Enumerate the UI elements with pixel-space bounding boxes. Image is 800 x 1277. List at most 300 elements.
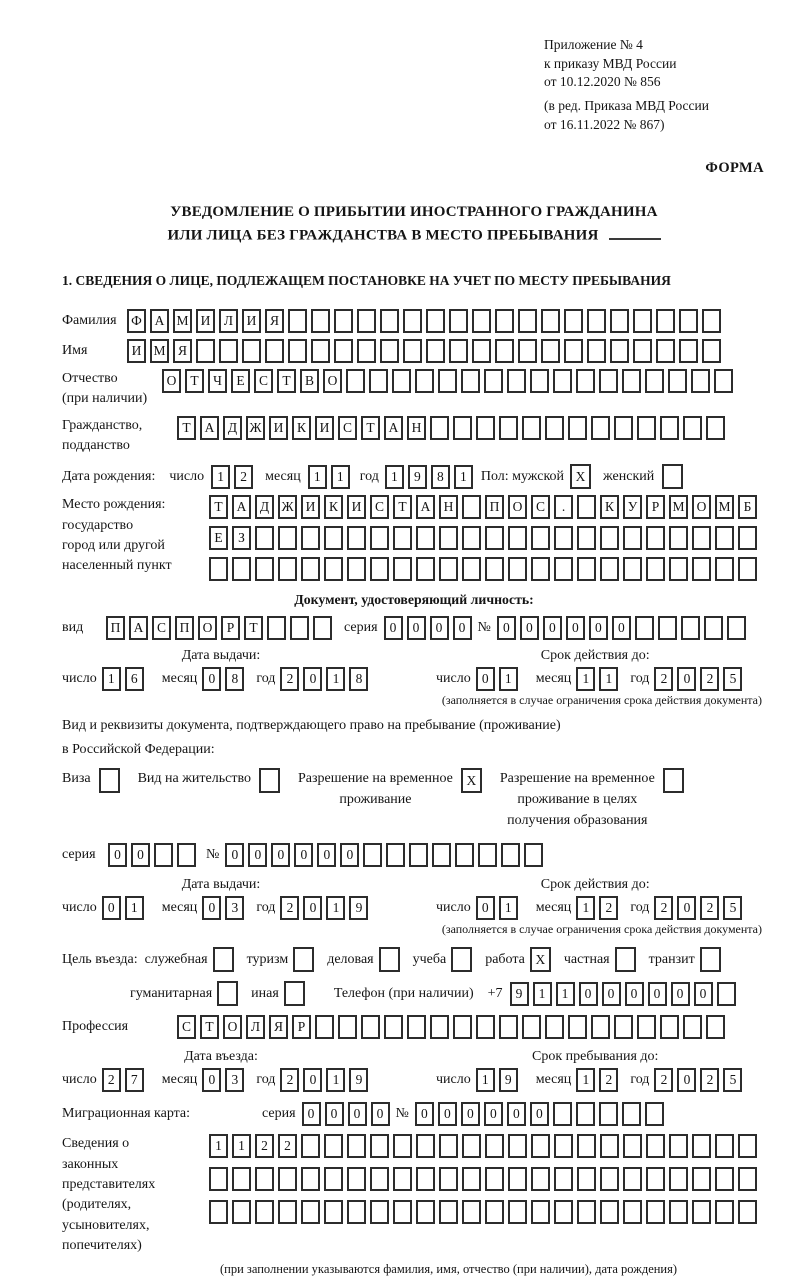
cell[interactable]: 1 xyxy=(499,896,518,920)
cell[interactable] xyxy=(485,557,504,581)
cell[interactable]: . xyxy=(554,495,573,519)
cell[interactable] xyxy=(347,1134,366,1158)
cell[interactable] xyxy=(714,369,733,393)
cell[interactable]: Р xyxy=(646,495,665,519)
cell[interactable]: А xyxy=(384,416,403,440)
cell[interactable] xyxy=(403,309,422,333)
cell[interactable] xyxy=(623,1200,642,1224)
cell[interactable]: С xyxy=(152,616,171,640)
cell[interactable] xyxy=(541,309,560,333)
cell[interactable] xyxy=(499,1015,518,1039)
cell[interactable] xyxy=(715,1134,734,1158)
cell[interactable] xyxy=(485,1134,504,1158)
cell[interactable] xyxy=(453,1015,472,1039)
cell[interactable] xyxy=(357,339,376,363)
cell[interactable] xyxy=(409,843,428,867)
cell[interactable] xyxy=(646,557,665,581)
cell[interactable] xyxy=(554,557,573,581)
cell[interactable] xyxy=(196,339,215,363)
cell[interactable] xyxy=(600,1200,619,1224)
cell[interactable] xyxy=(577,557,596,581)
cell[interactable]: 1 xyxy=(576,1068,595,1092)
cell[interactable]: Я xyxy=(269,1015,288,1039)
cell[interactable] xyxy=(530,369,549,393)
cell[interactable]: М xyxy=(150,339,169,363)
cell[interactable] xyxy=(554,1200,573,1224)
cell[interactable] xyxy=(416,557,435,581)
cell[interactable] xyxy=(531,557,550,581)
cell[interactable]: 0 xyxy=(202,896,221,920)
cell[interactable] xyxy=(568,1015,587,1039)
res-valid-month-input[interactable] xyxy=(576,896,622,920)
cell[interactable] xyxy=(531,1134,550,1158)
cell[interactable] xyxy=(738,1200,757,1224)
cell[interactable] xyxy=(462,1200,481,1224)
cell[interactable]: 0 xyxy=(303,1068,322,1092)
cell[interactable]: 2 xyxy=(599,896,618,920)
cell[interactable] xyxy=(692,1167,711,1191)
cell[interactable]: С xyxy=(531,495,550,519)
id-issue-day-input[interactable] xyxy=(102,667,148,691)
cell[interactable] xyxy=(662,464,683,489)
cell[interactable] xyxy=(522,1015,541,1039)
cell[interactable]: 0 xyxy=(108,843,127,867)
cell[interactable]: 0 xyxy=(543,616,562,640)
cell[interactable] xyxy=(403,339,422,363)
cell[interactable]: Ж xyxy=(246,416,265,440)
cell[interactable]: 0 xyxy=(415,1102,434,1126)
cell[interactable] xyxy=(706,1015,725,1039)
cell[interactable] xyxy=(668,369,687,393)
cell[interactable] xyxy=(242,339,261,363)
cell[interactable] xyxy=(623,1134,642,1158)
cell[interactable] xyxy=(600,1134,619,1158)
cell[interactable] xyxy=(495,309,514,333)
cell[interactable] xyxy=(637,1015,656,1039)
cell[interactable] xyxy=(347,1200,366,1224)
cell[interactable] xyxy=(658,616,677,640)
cell[interactable]: П xyxy=(175,616,194,640)
cell[interactable] xyxy=(393,1134,412,1158)
cell[interactable]: А xyxy=(129,616,148,640)
cell[interactable]: 1 xyxy=(211,465,230,489)
cell[interactable] xyxy=(633,339,652,363)
birth-month-input[interactable] xyxy=(308,465,354,489)
cell[interactable]: Т xyxy=(200,1015,219,1039)
cell[interactable]: 2 xyxy=(280,1068,299,1092)
cell[interactable]: Е xyxy=(209,526,228,550)
cell[interactable] xyxy=(426,339,445,363)
cell[interactable] xyxy=(154,843,173,867)
cell[interactable]: К xyxy=(600,495,619,519)
cell[interactable] xyxy=(577,1134,596,1158)
cell[interactable] xyxy=(669,557,688,581)
cell[interactable] xyxy=(209,557,228,581)
cell[interactable]: Р xyxy=(292,1015,311,1039)
purpose-transit-checkbox[interactable] xyxy=(700,947,725,972)
cell[interactable]: 0 xyxy=(271,843,290,867)
cell[interactable]: С xyxy=(370,495,389,519)
cell[interactable] xyxy=(278,1200,297,1224)
stay-day-input[interactable] xyxy=(476,1068,522,1092)
cell[interactable]: 2 xyxy=(599,1068,618,1092)
cell[interactable]: 0 xyxy=(694,982,713,1006)
purpose-business-checkbox[interactable] xyxy=(379,947,404,972)
cell[interactable] xyxy=(531,1167,550,1191)
res-valid-year-input[interactable] xyxy=(654,896,746,920)
cell[interactable] xyxy=(679,339,698,363)
cell[interactable] xyxy=(426,309,445,333)
cell[interactable]: 0 xyxy=(671,982,690,1006)
cell[interactable] xyxy=(508,526,527,550)
cell[interactable] xyxy=(347,526,366,550)
cell[interactable]: 1 xyxy=(476,1068,495,1092)
cell[interactable]: 1 xyxy=(499,667,518,691)
purpose-official-checkbox[interactable] xyxy=(213,947,238,972)
cell[interactable] xyxy=(472,339,491,363)
representatives-input-3[interactable] xyxy=(209,1200,761,1224)
cell[interactable] xyxy=(361,1015,380,1039)
cell[interactable] xyxy=(462,526,481,550)
cell[interactable]: Н xyxy=(407,416,426,440)
cell[interactable] xyxy=(462,495,481,519)
cell[interactable]: 2 xyxy=(255,1134,274,1158)
cell[interactable]: 3 xyxy=(225,896,244,920)
cell[interactable] xyxy=(554,1134,573,1158)
cell[interactable]: 0 xyxy=(461,1102,480,1126)
surname-input[interactable] xyxy=(127,309,725,333)
cell[interactable] xyxy=(301,1200,320,1224)
cell[interactable]: 1 xyxy=(125,896,144,920)
cell[interactable] xyxy=(587,339,606,363)
cell[interactable] xyxy=(635,616,654,640)
cell[interactable]: 1 xyxy=(326,896,345,920)
cell[interactable] xyxy=(518,309,537,333)
cell[interactable]: 0 xyxy=(612,616,631,640)
id-issue-month-input[interactable] xyxy=(202,667,248,691)
cell[interactable] xyxy=(553,1102,572,1126)
citizenship-input[interactable] xyxy=(177,416,729,440)
cell[interactable] xyxy=(700,947,721,972)
cell[interactable]: И xyxy=(242,309,261,333)
mc-number-input[interactable] xyxy=(415,1102,668,1126)
cell[interactable] xyxy=(610,339,629,363)
cell[interactable] xyxy=(217,981,238,1006)
cell[interactable] xyxy=(370,526,389,550)
cell[interactable]: 1 xyxy=(599,667,618,691)
cell[interactable] xyxy=(691,369,710,393)
res-issue-year-input[interactable] xyxy=(280,896,372,920)
cell[interactable] xyxy=(518,339,537,363)
cell[interactable]: 0 xyxy=(602,982,621,1006)
cell[interactable] xyxy=(577,1167,596,1191)
cell[interactable]: И xyxy=(301,495,320,519)
cell[interactable]: О xyxy=(323,369,342,393)
cell[interactable]: 1 xyxy=(556,982,575,1006)
cell[interactable]: Т xyxy=(393,495,412,519)
cell[interactable]: О xyxy=(508,495,527,519)
cell[interactable]: Д xyxy=(223,416,242,440)
cell[interactable] xyxy=(255,1167,274,1191)
cell[interactable] xyxy=(393,1167,412,1191)
cell[interactable]: Т xyxy=(177,416,196,440)
cell[interactable] xyxy=(301,1134,320,1158)
cell[interactable]: 1 xyxy=(576,667,595,691)
cell[interactable] xyxy=(656,309,675,333)
cell[interactable] xyxy=(416,526,435,550)
cell[interactable]: О xyxy=(162,369,181,393)
cell[interactable] xyxy=(461,369,480,393)
cell[interactable] xyxy=(393,557,412,581)
cell[interactable] xyxy=(484,369,503,393)
cell[interactable] xyxy=(508,1200,527,1224)
cell[interactable]: 2 xyxy=(654,1068,673,1092)
cell[interactable] xyxy=(380,339,399,363)
birth-day-input[interactable] xyxy=(211,465,257,489)
cell[interactable] xyxy=(692,1134,711,1158)
cell[interactable] xyxy=(692,1200,711,1224)
representatives-input-2[interactable] xyxy=(209,1167,761,1191)
cell[interactable] xyxy=(301,526,320,550)
cell[interactable] xyxy=(545,1015,564,1039)
cell[interactable] xyxy=(370,557,389,581)
cell[interactable]: 1 xyxy=(209,1134,228,1158)
cell[interactable] xyxy=(334,339,353,363)
cell[interactable]: 1 xyxy=(533,982,552,1006)
cell[interactable] xyxy=(610,309,629,333)
birth-place-input-2[interactable] xyxy=(209,526,761,550)
purpose-private-checkbox[interactable] xyxy=(615,947,640,972)
representatives-input-1[interactable] xyxy=(209,1134,761,1158)
cell[interactable] xyxy=(370,1167,389,1191)
cell[interactable] xyxy=(545,416,564,440)
cell[interactable] xyxy=(439,1167,458,1191)
cell[interactable] xyxy=(449,339,468,363)
cell[interactable]: 8 xyxy=(225,667,244,691)
res-issue-day-input[interactable] xyxy=(102,896,148,920)
cell[interactable] xyxy=(311,309,330,333)
cell[interactable]: З xyxy=(232,526,251,550)
cell[interactable] xyxy=(591,1015,610,1039)
cell[interactable] xyxy=(380,309,399,333)
cell[interactable] xyxy=(278,1167,297,1191)
cell[interactable] xyxy=(706,416,725,440)
id-kind-input[interactable] xyxy=(106,616,336,640)
visa-checkbox[interactable] xyxy=(99,768,124,793)
cell[interactable] xyxy=(455,843,474,867)
cell[interactable]: 0 xyxy=(677,896,696,920)
cell[interactable]: 0 xyxy=(317,843,336,867)
cell[interactable]: 0 xyxy=(648,982,667,1006)
cell[interactable]: 0 xyxy=(484,1102,503,1126)
cell[interactable] xyxy=(301,557,320,581)
cell[interactable] xyxy=(683,416,702,440)
cell[interactable] xyxy=(622,369,641,393)
cell[interactable] xyxy=(623,557,642,581)
cell[interactable] xyxy=(485,526,504,550)
cell[interactable]: 2 xyxy=(654,667,673,691)
cell[interactable] xyxy=(554,526,573,550)
cell[interactable] xyxy=(393,1200,412,1224)
cell[interactable] xyxy=(738,1167,757,1191)
cell[interactable]: Л xyxy=(246,1015,265,1039)
cell[interactable] xyxy=(587,309,606,333)
cell[interactable] xyxy=(219,339,238,363)
cell[interactable] xyxy=(623,1167,642,1191)
male-checkbox[interactable] xyxy=(570,464,595,489)
given-name-input[interactable] xyxy=(127,339,725,363)
cell[interactable]: 0 xyxy=(348,1102,367,1126)
cell[interactable] xyxy=(568,416,587,440)
cell[interactable] xyxy=(614,1015,633,1039)
cell[interactable] xyxy=(692,557,711,581)
cell[interactable] xyxy=(255,1200,274,1224)
cell[interactable] xyxy=(209,1200,228,1224)
cell[interactable] xyxy=(715,557,734,581)
cell[interactable]: В xyxy=(300,369,319,393)
cell[interactable] xyxy=(416,1134,435,1158)
cell[interactable]: 9 xyxy=(510,982,529,1006)
cell[interactable]: 0 xyxy=(520,616,539,640)
cell[interactable] xyxy=(645,369,664,393)
cell[interactable] xyxy=(646,526,665,550)
cell[interactable]: Т xyxy=(361,416,380,440)
cell[interactable] xyxy=(416,1200,435,1224)
id-number-input[interactable] xyxy=(497,616,750,640)
entry-day-input[interactable] xyxy=(102,1068,148,1092)
cell[interactable] xyxy=(717,982,736,1006)
cell[interactable] xyxy=(259,768,280,793)
cell[interactable] xyxy=(476,416,495,440)
purpose-work-checkbox[interactable] xyxy=(530,947,555,972)
cell[interactable] xyxy=(599,1102,618,1126)
cell[interactable] xyxy=(430,416,449,440)
cell[interactable] xyxy=(522,416,541,440)
cell[interactable]: С xyxy=(177,1015,196,1039)
entry-year-input[interactable] xyxy=(280,1068,372,1092)
cell[interactable]: С xyxy=(254,369,273,393)
cell[interactable]: 0 xyxy=(202,1068,221,1092)
cell[interactable]: 9 xyxy=(499,1068,518,1092)
cell[interactable] xyxy=(669,1167,688,1191)
cell[interactable] xyxy=(531,1200,550,1224)
cell[interactable]: Н xyxy=(439,495,458,519)
cell[interactable] xyxy=(541,339,560,363)
cell[interactable] xyxy=(324,1200,343,1224)
cell[interactable]: П xyxy=(485,495,504,519)
cell[interactable]: 0 xyxy=(625,982,644,1006)
cell[interactable]: 8 xyxy=(431,465,450,489)
cell[interactable] xyxy=(646,1134,665,1158)
cell[interactable]: А xyxy=(150,309,169,333)
cell[interactable]: 9 xyxy=(349,896,368,920)
cell[interactable] xyxy=(663,768,684,793)
cell[interactable]: 9 xyxy=(408,465,427,489)
birth-year-input[interactable] xyxy=(385,465,477,489)
cell[interactable] xyxy=(704,616,723,640)
id-valid-year-input[interactable] xyxy=(654,667,746,691)
cell[interactable] xyxy=(615,947,636,972)
cell[interactable] xyxy=(576,1102,595,1126)
cell[interactable] xyxy=(311,339,330,363)
cell[interactable] xyxy=(660,416,679,440)
cell[interactable] xyxy=(715,1200,734,1224)
cell[interactable]: Я xyxy=(265,309,284,333)
id-series-input[interactable] xyxy=(384,616,476,640)
cell[interactable] xyxy=(232,1167,251,1191)
cell[interactable]: П xyxy=(106,616,125,640)
cell[interactable]: К xyxy=(292,416,311,440)
residence-permit-checkbox[interactable] xyxy=(259,768,284,793)
profession-input[interactable] xyxy=(177,1015,729,1039)
cell[interactable] xyxy=(633,309,652,333)
cell[interactable]: 2 xyxy=(700,896,719,920)
cell[interactable] xyxy=(702,339,721,363)
cell[interactable] xyxy=(462,557,481,581)
cell[interactable]: 2 xyxy=(700,667,719,691)
cell[interactable] xyxy=(524,843,543,867)
cell[interactable] xyxy=(669,1200,688,1224)
temp-residence-edu-checkbox[interactable] xyxy=(663,768,688,793)
cell[interactable]: С xyxy=(338,416,357,440)
cell[interactable] xyxy=(577,526,596,550)
cell[interactable] xyxy=(439,1200,458,1224)
cell[interactable]: У xyxy=(623,495,642,519)
cell[interactable] xyxy=(645,1102,664,1126)
cell[interactable]: 0 xyxy=(589,616,608,640)
cell[interactable] xyxy=(738,557,757,581)
cell[interactable] xyxy=(600,526,619,550)
cell[interactable]: Ф xyxy=(127,309,146,333)
id-valid-day-input[interactable] xyxy=(476,667,522,691)
cell[interactable] xyxy=(531,526,550,550)
cell[interactable]: 3 xyxy=(225,1068,244,1092)
cell[interactable] xyxy=(576,369,595,393)
female-checkbox[interactable] xyxy=(662,464,687,489)
cell[interactable] xyxy=(508,557,527,581)
cell[interactable]: 0 xyxy=(438,1102,457,1126)
cell[interactable] xyxy=(508,1134,527,1158)
cell[interactable] xyxy=(99,768,120,793)
cell[interactable] xyxy=(255,526,274,550)
cell[interactable]: Ч xyxy=(208,369,227,393)
cell[interactable] xyxy=(554,1167,573,1191)
purpose-study-checkbox[interactable] xyxy=(451,947,476,972)
cell[interactable]: 0 xyxy=(325,1102,344,1126)
entry-month-input[interactable] xyxy=(202,1068,248,1092)
cell[interactable]: 1 xyxy=(331,465,350,489)
cell[interactable] xyxy=(451,947,472,972)
cell[interactable] xyxy=(346,369,365,393)
cell[interactable] xyxy=(669,526,688,550)
cell[interactable]: Т xyxy=(277,369,296,393)
cell[interactable] xyxy=(623,526,642,550)
cell[interactable] xyxy=(501,843,520,867)
cell[interactable]: 0 xyxy=(371,1102,390,1126)
cell[interactable] xyxy=(577,1200,596,1224)
stay-month-input[interactable] xyxy=(576,1068,622,1092)
cell[interactable]: 0 xyxy=(384,616,403,640)
cell[interactable] xyxy=(485,1167,504,1191)
cell[interactable] xyxy=(324,1167,343,1191)
cell[interactable]: 1 xyxy=(385,465,404,489)
cell[interactable] xyxy=(267,616,286,640)
cell[interactable] xyxy=(432,843,451,867)
cell[interactable]: А xyxy=(200,416,219,440)
cell[interactable] xyxy=(288,339,307,363)
cell[interactable] xyxy=(577,495,596,519)
cell[interactable]: 0 xyxy=(340,843,359,867)
